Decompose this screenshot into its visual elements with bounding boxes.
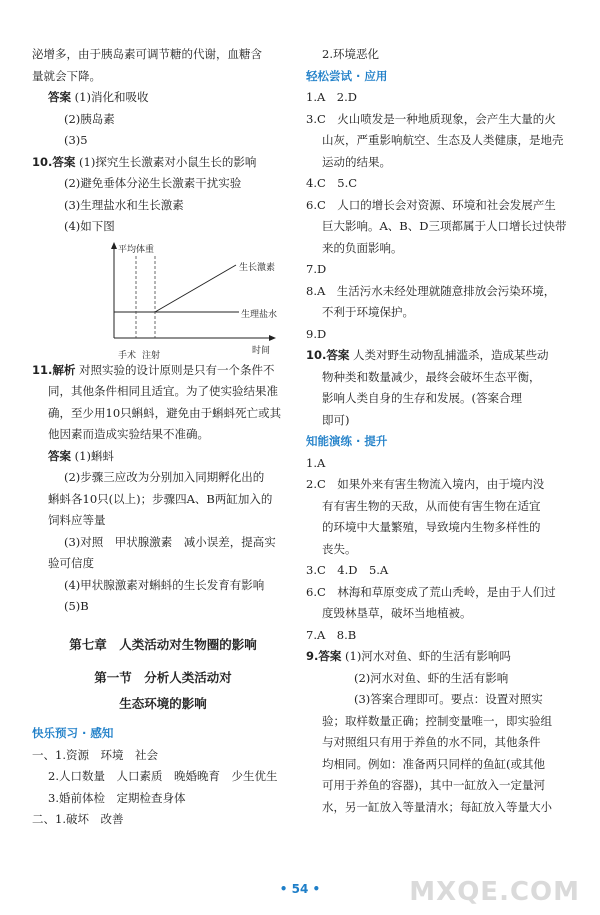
text-line: 9.D [306, 326, 327, 341]
y-axis-label: 平均体重 [118, 244, 155, 255]
text-line: 即可) [322, 412, 350, 427]
watermark-logo: MXQE.COM [409, 877, 580, 907]
answer-line: (4)甲状腺激素对蝌蚪的生长发育有影响 [64, 577, 265, 592]
answer-line: (2)胰岛素 [64, 111, 115, 126]
answer-line: 与对照组只有用于养鱼的水不同，其他条件 [322, 735, 541, 749]
text-line: 7.A 8.B [306, 627, 357, 642]
analysis-text: 人口的增长会对资源、环境和社会发展产生 [337, 197, 556, 212]
text-line: 1.A [306, 455, 326, 470]
question-10 [32, 152, 294, 174]
page-number: • 54 • [279, 882, 321, 896]
answer-line: 均相同。例如：准备两只同样的鱼缸(或其他 [322, 756, 545, 771]
analysis-text: 林海和草原变成了荒山秃岭，是由于人们过 [337, 584, 556, 599]
text-line: 运动的结果。 [322, 154, 391, 169]
question-number: 11. [32, 362, 53, 377]
text-line: 他因素而造成实验结果不准确。 [48, 427, 209, 441]
text-line: 量就会下降。 [32, 68, 101, 83]
answer-text: 人类对野生动物乱捕滥杀，造成某些动 [353, 348, 549, 362]
x-axis-label: 时间 [252, 345, 271, 356]
left-column [32, 44, 294, 831]
answer-line: 可用于养鱼的容器)，其中一缸放入一定量河 [322, 778, 545, 792]
analysis-label: 解析 [52, 362, 76, 377]
question-number: 2.C [306, 477, 326, 491]
question-number: 6.C [306, 197, 326, 212]
question-number: 10. [32, 154, 53, 169]
answer-line: (3)5 [64, 133, 88, 147]
answer-text: (1)河水对鱼、虾的生活有影响吗 [345, 649, 511, 663]
answer-line: 饲料应等量 [48, 513, 106, 527]
answer-label: 答案 [48, 90, 71, 104]
analysis-text: 如果外来有害生物流入境内，由于境内没 [337, 477, 545, 491]
answer-line: (2)避免垂体分泌生长激素干扰实验 [64, 176, 242, 190]
question-11 [32, 360, 294, 382]
section-title-line1: 第一节 分析人类活动对 [94, 670, 232, 685]
analysis-text: 对照实验的设计原则是只有一个条件不 [79, 362, 275, 377]
injection-label: 注射 [142, 350, 161, 361]
section-zhineng: 知能演练 · 提升 [306, 434, 388, 448]
text-line: 丧失。 [322, 541, 357, 556]
growth-graph [74, 238, 289, 360]
question-2 [306, 474, 574, 496]
text-line: 3.婚前体检 定期检查身体 [48, 790, 186, 805]
text-line: 2.人口数量 人口素质 晚婚晚育 少生优生 [48, 769, 278, 783]
text-line: 1.A 2.D [306, 90, 357, 104]
text-line: 山灰，严重影响航空、生态及人类健康，是地壳 [322, 133, 564, 147]
answer-text: (1)探究生长激素对小鼠生长的影响 [79, 154, 257, 169]
answer-line: 验可信度 [48, 556, 94, 570]
chapter-title: 第七章 人类活动对生物圈的影响 [69, 636, 257, 652]
question-number: 3.C [306, 111, 326, 126]
page-number-value: 54 [291, 882, 309, 896]
text-line: 巨大影响。A、B、D三项都属于人口增长过快带 [322, 219, 567, 233]
hormone-line [155, 265, 236, 312]
question-10 [306, 345, 574, 367]
answer-line: (4)如下图 [64, 219, 115, 233]
answer-text: (1)蝌蚪 [74, 448, 114, 463]
answer-line: (2)步骤三应改为分别加入同期孵化出的 [64, 470, 265, 484]
text-line: 7.D [306, 262, 327, 276]
question-6 [306, 195, 574, 217]
answer-label: 答案 [52, 154, 76, 169]
x-axis-arrow [269, 335, 276, 341]
answer-line: (3)生理盐水和生长激素 [64, 197, 184, 212]
text-line: 来的负面影响。 [322, 240, 403, 255]
answer-label: 答案 [48, 448, 71, 463]
answer-line [32, 446, 294, 468]
answer-line: 水，另一缸放入等量清水；每缸放入等量大小 [322, 799, 552, 814]
legend-saline: 生理盐水 [241, 309, 278, 320]
text-line: 有有害生物的天敌，从而使有害生物在适宜 [322, 498, 541, 513]
answer-text: (1)消化和吸收 [74, 90, 149, 104]
text-line: 同，其他条件相同且适宜。为了使实验结果准 [48, 384, 278, 398]
question-number: 8.A [306, 283, 326, 298]
section-kuaile: 快乐预习 · 感知 [32, 726, 114, 740]
answer-line [32, 87, 294, 109]
right-column [306, 44, 574, 818]
section-title-line2: 生态环境的影响 [119, 696, 207, 711]
y-axis-arrow [111, 242, 117, 249]
question-number: 6.C [306, 584, 326, 599]
answer-label: 答案 [326, 348, 350, 362]
answer-line: (3)对照 甲状腺激素 减小误差，提高实 [64, 534, 276, 549]
text-line: 一、1.资源 环境 社会 [32, 747, 158, 762]
text-line: 的环境中大量繁殖，导致境内生物多样性的 [322, 520, 541, 534]
legend-hormone: 生长激素 [239, 262, 276, 273]
answer-line: (5)B [64, 599, 89, 613]
text-line: 3.C 4.D 5.A [306, 563, 389, 577]
answer-line: (2)河水对鱼、虾的生活有影响 [354, 670, 509, 685]
text-line: 2.环境恶化 [322, 47, 379, 61]
question-8 [306, 281, 574, 303]
text-line: 泌增多，由于胰岛素可调节糖的代谢，血糖含 [32, 47, 262, 61]
question-6b [306, 582, 574, 604]
analysis-text: 生活污水未经处理就随意排放会污染环境， [336, 283, 556, 298]
question-number: 10. [306, 348, 327, 362]
answer-line: 验；取样数量正确；控制变量唯一，即实验组 [322, 713, 552, 728]
surgery-label: 手术 [118, 350, 137, 361]
question-3 [306, 109, 574, 131]
text-line: 二、1.破坏 改善 [32, 812, 124, 826]
answer-label: 答案 [318, 649, 342, 663]
answer-line: 蝌蚪各10只(以上)；步骤四A、B两缸加入的 [48, 491, 273, 506]
answer-line: (3)答案合理即可。要点：设置对照实 [354, 692, 543, 706]
text-line: 物种类和数量减少，最终会破坏生态平衡， [322, 369, 541, 384]
text-line: 不利于环境保护。 [322, 305, 414, 319]
analysis-text: 火山喷发是一种地质现象，会产生大量的火 [337, 111, 556, 126]
question-number: 9. [306, 649, 319, 663]
text-line: 确，至少用10只蝌蚪，避免由于蝌蚪死亡或其 [48, 405, 282, 420]
text-line: 度毁林垦草，破坏当地植被。 [322, 606, 472, 620]
question-9 [306, 646, 574, 668]
text-line: 4.C 5.C [306, 176, 358, 190]
section-qingsong: 轻松尝试 · 应用 [306, 68, 388, 83]
text-line: 影响人类自身的生存和发展。(答案合理 [322, 391, 522, 405]
